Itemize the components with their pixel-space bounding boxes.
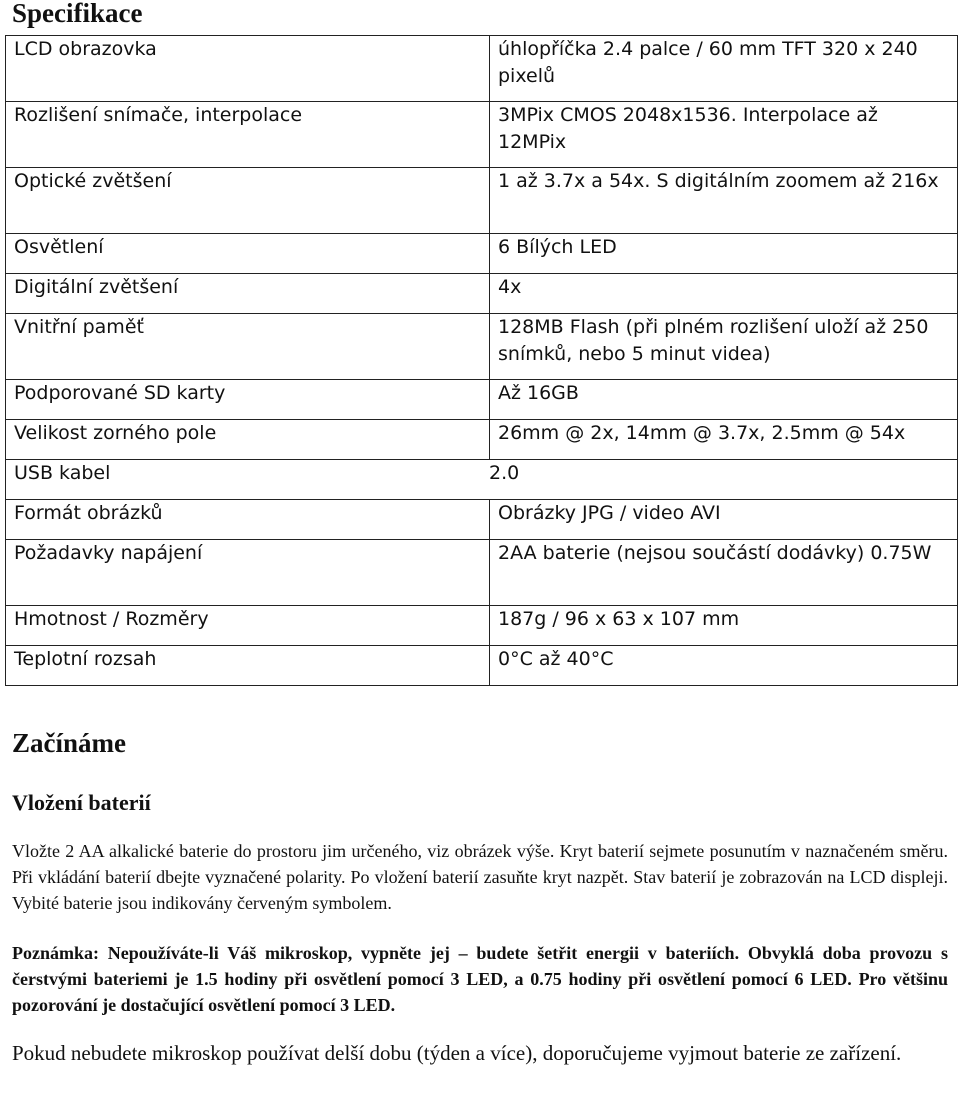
- spec-value: 1 až 3.7x a 54x. S digitálním zoomem až 216x: [490, 168, 958, 234]
- table-row: [6, 102, 958, 168]
- section-heading: Začínáme: [12, 728, 126, 758]
- table-row: [6, 380, 958, 420]
- table-row: [6, 606, 958, 646]
- table-row: [6, 234, 958, 274]
- table-row: [6, 500, 958, 540]
- spec-row-usb: [6, 460, 958, 500]
- spec-value: Až 16GB: [490, 380, 958, 420]
- storage-paragraph: Pokud nebudete mikroskop používat delší dobu (týden a více), doporučujeme vyjmout baterie ze zařízení.: [12, 1041, 902, 1065]
- table-row: [6, 540, 958, 606]
- spec-label: Osvětlení: [6, 234, 490, 274]
- battery-note: Poznámka: Nepoužíváte-li Váš mikroskop, vypněte jej – budete šetřit energii v bateriích. Obvyklá doba provozu s čerstvými bateriemi je 1.5 hodiny při osvětlení pomocí 3 LED, a 0.75 hodiny při osvětlení pomocí 6 LED. Pro většinu pozorování je dostačující osvětlení pomocí 3 LED.: [12, 943, 948, 1015]
- spec-label: Formát obrázků: [6, 500, 490, 540]
- battery-paragraph: Vložte 2 AA alkalické baterie do prostoru jim určeného, viz obrázek výše. Kryt baterií sejmete posunutím v naznačeném směru. Při vkládání baterií dbejte vyznačené polarity. Po vložení baterií zasuňte kryt nazpět. Stav baterií je zobrazován na LCD displeji. Vybité baterie jsou indikovány červeným symbolem.: [12, 841, 948, 913]
- spec-label: USB kabel: [14, 462, 111, 484]
- spec-label: Teplotní rozsah: [6, 646, 490, 686]
- spec-value: úhlopříčka 2.4 palce / 60 mm TFT 320 x 240 pixelů: [490, 36, 958, 102]
- spec-label: Podporované SD karty: [6, 380, 490, 420]
- table-row: [6, 36, 958, 102]
- table-row: [6, 314, 958, 380]
- subsection-heading: Vložení baterií: [12, 790, 151, 815]
- spec-label: Velikost zorného pole: [6, 420, 490, 460]
- spec-value: 2AA baterie (nejsou součástí dodávky) 0.75W: [490, 540, 958, 606]
- spec-value: 0°C až 40°C: [490, 646, 958, 686]
- table-row: [6, 646, 958, 686]
- spec-label: Rozlišení snímače, interpolace: [6, 102, 490, 168]
- spec-value: Obrázky JPG / video AVI: [490, 500, 958, 540]
- table-row: [6, 274, 958, 314]
- spec-label: Hmotnost / Rozměry: [6, 606, 490, 646]
- table-row: [6, 168, 958, 234]
- spec-label: LCD obrazovka: [6, 36, 490, 102]
- spec-heading: Specifikace: [12, 0, 143, 28]
- spec-value: 26mm @ 2x, 14mm @ 3.7x, 2.5mm @ 54x: [490, 420, 958, 460]
- spec-table: [5, 35, 958, 686]
- spec-value: 6 Bílých LED: [490, 234, 958, 274]
- spec-label: Digitální zvětšení: [6, 274, 490, 314]
- spec-value: 4x: [490, 274, 958, 314]
- spec-label: Vnitřní paměť: [6, 314, 490, 380]
- spec-value: 128MB Flash (při plném rozlišení uloží až 250 snímků, nebo 5 minut videa): [490, 314, 958, 380]
- spec-value: 2.0: [489, 462, 520, 484]
- table-row: [6, 420, 958, 460]
- table-row: [6, 460, 958, 500]
- spec-label: Požadavky napájení: [6, 540, 490, 606]
- spec-value: 187g / 96 x 63 x 107 mm: [490, 606, 958, 646]
- spec-label: Optické zvětšení: [6, 168, 490, 234]
- spec-value: 3MPix CMOS 2048x1536. Interpolace až 12MPix: [490, 102, 958, 168]
